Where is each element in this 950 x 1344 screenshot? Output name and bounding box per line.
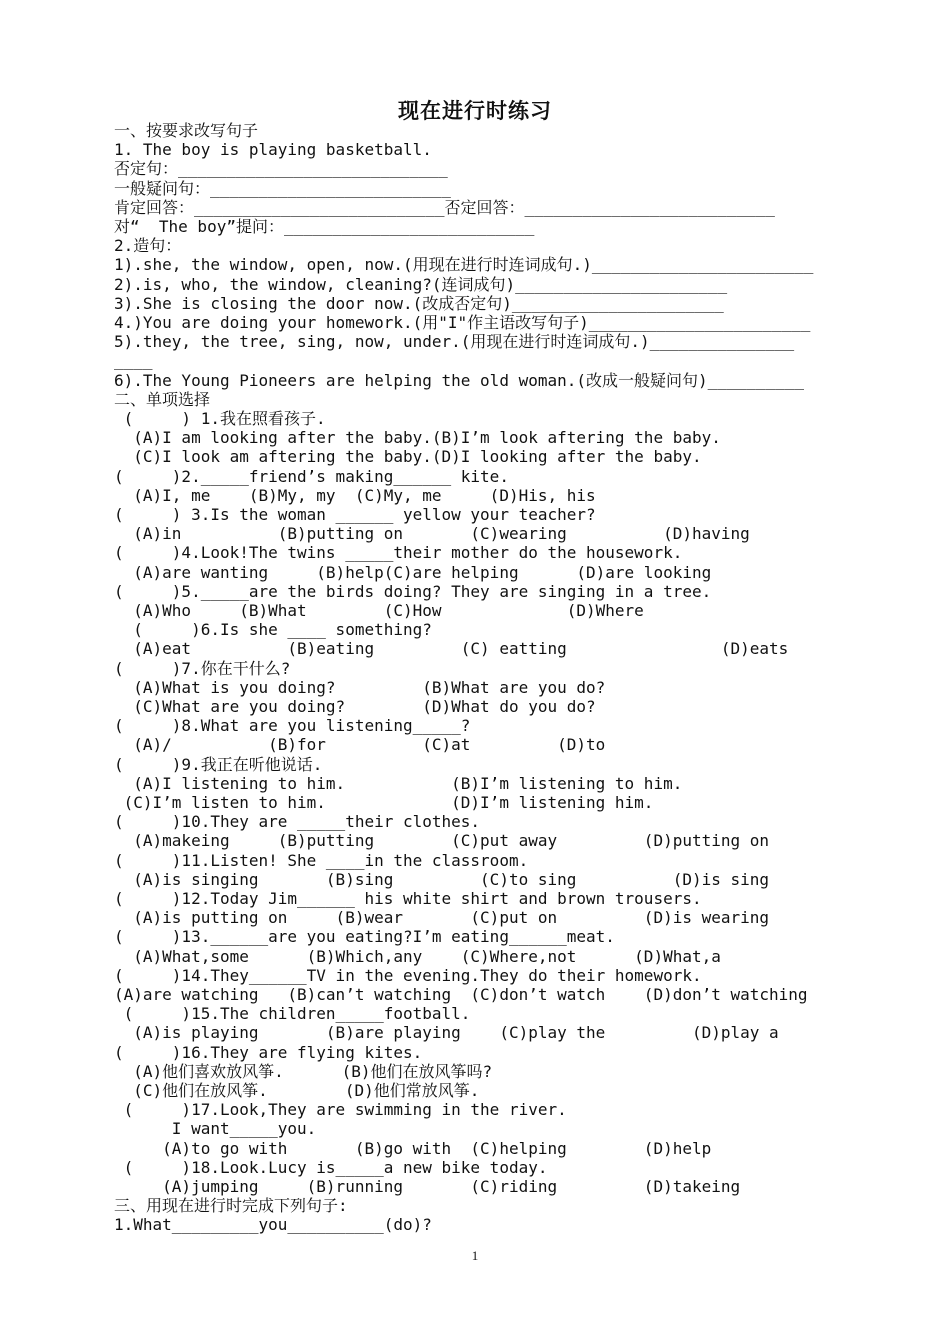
text-line: 2.造句： xyxy=(114,236,182,256)
text-line: ( ) 1.我在照看孩子. xyxy=(114,409,326,428)
text-line: 6).The Young Pioneers are helping the old woman.(改成一般疑问句)__________ xyxy=(114,370,804,390)
text-line: I want_____you. xyxy=(114,1119,317,1139)
text-line: (A)are wanting (B)help(C)are helping (D)are looking xyxy=(114,562,712,582)
text-line: ( )17.Look,They are swimming in the river. xyxy=(114,1100,567,1120)
text-line: ( )5._____are the birds doing? They are singing in a tree. xyxy=(114,581,712,601)
text-line: (A)I am looking after the baby.(B)I’m look aftering the baby. xyxy=(114,428,721,448)
text-line: 三、用现在进行时完成下列句子: xyxy=(114,1196,348,1216)
text-line: ( )13.______are you eating?I’m eating______meat. xyxy=(114,927,615,947)
text-line: ( )4.Look!The twins _____their mother do the housework. xyxy=(114,543,683,563)
text-line: (A)is playing (B)are playing (C)play the (D)play a xyxy=(114,1023,779,1043)
text-line: ( )6.Is she ____ something? xyxy=(114,620,432,640)
text-line: 一、按要求改写句子 xyxy=(114,121,259,140)
text-line: (A)makeing (B)putting (C)put away (D)putting on xyxy=(114,831,770,851)
text-line: 肯定回答：__________________________否定回答：__________________________ xyxy=(114,197,775,217)
text-line: (C)他们在放风筝. (D)他们常放风筝. xyxy=(114,1081,480,1100)
text-line: (A)Who (B)What (C)How (D)Where xyxy=(114,601,644,620)
text-line: 1.What_________you__________(do)? xyxy=(114,1215,432,1235)
text-line: (A)is putting on (B)wear (C)put on (D)is wearing xyxy=(114,908,770,928)
text-line: ____ xyxy=(114,351,153,371)
page-number: 1 xyxy=(471,1248,479,1263)
text-line: 一般疑问句：_________________________ xyxy=(114,178,451,198)
text-line: 否定句：____________________________ xyxy=(114,159,448,179)
text-line: (A)in (B)putting on (C)wearing (D)having xyxy=(114,524,750,544)
text-line: ( )14.They______TV in the evening.They do their homework. xyxy=(114,965,702,985)
text-line: (C)I’m listen to him. (D)I’m listening him. xyxy=(114,793,654,812)
text-line: ( )18.Look.Lucy is_____a new bike today. xyxy=(114,1157,548,1177)
text-line: ( )7.你在干什么? xyxy=(114,658,291,678)
text-line: ( )11.Listen! She ____in the classroom. xyxy=(114,850,529,870)
text-line: 4.)You are doing your homework.(用"I"作主语改写句子)_______________________ xyxy=(114,313,811,332)
text-line: 2).is, who, the window, cleaning?(连词成句)______________________ xyxy=(114,274,728,294)
text-line: 1. The boy is playing basketball. xyxy=(114,140,432,160)
text-line: ( )8.What are you listening_____? xyxy=(114,716,471,736)
text-line: (A)are watching (B)can’t watching (C)don’t watch (D)don’t watching xyxy=(114,985,808,1004)
text-line: 5).they, the tree, sing, now, under.(用现在进行时连词成句.)_______________ xyxy=(114,332,795,352)
text-line: (A)他们喜欢放风筝. (B)他们在放风筝吗? xyxy=(114,1061,493,1081)
text-line: 1).she, the window, open, now.(用现在进行时连词成句.)_______________________ xyxy=(114,255,814,275)
text-line: ( )16.They are flying kites. xyxy=(114,1042,423,1062)
text-line: (C)What are you doing? (D)What do you do? xyxy=(114,697,596,716)
text-line: ( )9.我正在听他说话. xyxy=(114,754,323,774)
text-line: (A)jumping (B)running (C)riding (D)takeing xyxy=(114,1177,741,1196)
text-line: ( )15.The children_____football. xyxy=(114,1004,471,1024)
text-line: (A)to go with (B)go with (C)helping (D)help xyxy=(114,1138,712,1158)
text-line: (A)eat (B)eating (C) eatting (D)eats xyxy=(114,639,789,659)
text-line: (A)/ (B)for (C)at (D)to xyxy=(114,735,606,755)
text-line: (A)What is you doing? (B)What are you do? xyxy=(114,677,606,697)
text-line: ( ) 3.Is the woman ______ yellow your teacher? xyxy=(114,505,596,524)
text-line: 对“ The boy”提问：__________________________ xyxy=(114,217,535,236)
text-line: 3).She is closing the door now.(改成否定句)______________________ xyxy=(114,293,724,313)
text-line: ( )2._____friend’s making______ kite. xyxy=(114,466,509,486)
text-line: (A)What,some (B)Which,any (C)Where,not (D)What,a xyxy=(114,946,721,966)
text-line: ( )12.Today Jim______ his white shirt and brown trousers. xyxy=(114,889,702,908)
page-title: 现在进行时练习 xyxy=(398,99,552,123)
text-line: (A)I, me (B)My, my (C)My, me (D)His, his xyxy=(114,485,596,505)
text-line: (A)is singing (B)sing (C)to sing (D)is sing xyxy=(114,869,770,889)
text-line: ( )10.They are _____their clothes. xyxy=(114,812,481,832)
text-line: 二、单项选择 xyxy=(114,389,211,409)
text-line: (C)I look am aftering the baby.(D)I looking after the baby. xyxy=(114,447,702,467)
text-line: (A)I listening to him. (B)I’m listening to him. xyxy=(114,773,683,793)
